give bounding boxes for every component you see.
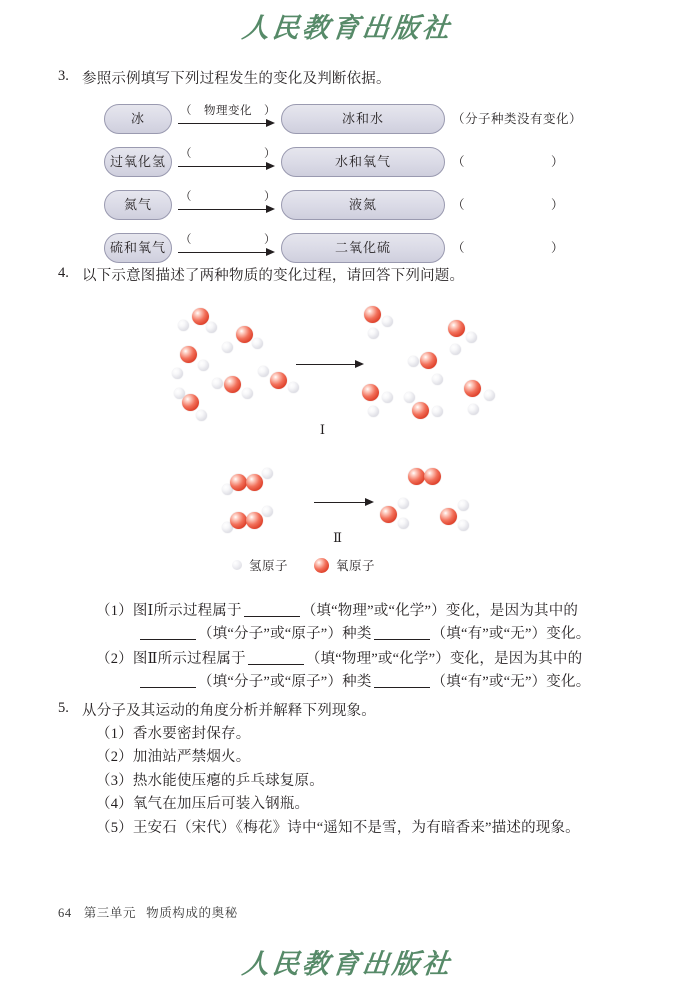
page-number: 64 bbox=[58, 906, 72, 920]
answer-blank[interactable] bbox=[374, 674, 430, 689]
legend-item-oxygen bbox=[314, 556, 375, 574]
basis-note bbox=[452, 190, 564, 220]
sub-text: 图Ⅰ所示过程属于 bbox=[132, 603, 242, 619]
answer-blank[interactable] bbox=[248, 650, 304, 665]
publisher-mark-top: 人民教育出版社 bbox=[240, 13, 454, 43]
hydrogen-atom bbox=[242, 388, 253, 399]
oxygen-atom bbox=[270, 372, 287, 389]
hydrogen-atom bbox=[212, 378, 223, 389]
question-3-prompt: 参照示例填写下列过程发生的变化及判断依据。 bbox=[82, 71, 391, 87]
process-I-label: Ⅰ bbox=[319, 422, 327, 437]
answer-blank[interactable] bbox=[140, 626, 196, 641]
hydrogen-atom bbox=[258, 366, 269, 377]
arrow-group bbox=[176, 147, 278, 177]
hydrogen-atom bbox=[466, 332, 477, 343]
arrow-line bbox=[296, 364, 355, 365]
process-I-stage bbox=[178, 308, 508, 438]
note-close: ） bbox=[551, 198, 565, 212]
sub-question-line bbox=[96, 648, 676, 671]
arrow-label-text: 物理变化 bbox=[204, 105, 252, 117]
arrow-group bbox=[176, 190, 278, 220]
hydrogen-atom bbox=[450, 344, 461, 355]
sub-marker: （1） bbox=[96, 603, 133, 619]
reactant-pill: 过氧化氢 bbox=[104, 147, 172, 177]
sub-text: （填“物理”或“化学”）变化，是因为其中的 bbox=[301, 603, 579, 619]
sub-question-line bbox=[96, 600, 676, 623]
oxygen-atom bbox=[380, 506, 397, 523]
note-close: ） bbox=[551, 155, 565, 169]
hydrogen-atom bbox=[252, 338, 263, 349]
oxygen-atom bbox=[464, 380, 481, 397]
oxygen-atom bbox=[236, 326, 253, 343]
hydrogen-atom bbox=[432, 406, 443, 417]
product-pill: 水和氧气 bbox=[281, 147, 445, 177]
sub-text: （填“分子”或“原子”）种类 bbox=[198, 626, 372, 643]
arrow-head-icon bbox=[266, 162, 275, 170]
oxygen-atom bbox=[180, 346, 197, 363]
page-footer bbox=[58, 903, 238, 921]
question-4-number: 4. bbox=[58, 265, 69, 281]
process-arrow bbox=[314, 496, 374, 508]
question-4-prompt: 以下示意图描述了两种物质的变化过程，请回答下列问题。 bbox=[82, 268, 465, 284]
basis-note bbox=[452, 104, 582, 134]
hydrogen-atom bbox=[432, 374, 443, 385]
answer-blank[interactable] bbox=[374, 626, 430, 641]
product-pill: 液氮 bbox=[281, 190, 445, 220]
hydrogen-atom bbox=[196, 410, 207, 421]
legend-label: 氢原子 bbox=[249, 559, 289, 573]
hydrogen-atom bbox=[368, 328, 379, 339]
reactant-pill: 冰 bbox=[104, 104, 172, 134]
hydrogen-atom-icon bbox=[232, 560, 242, 570]
oxygen-atom bbox=[448, 320, 465, 337]
paren-open: （ bbox=[180, 105, 192, 117]
note-open: （ bbox=[452, 241, 466, 255]
process-I-diagram bbox=[178, 308, 508, 438]
note-open: （ bbox=[452, 198, 466, 212]
basis-note bbox=[452, 147, 564, 177]
unit-name: 第三单元 bbox=[83, 906, 137, 920]
paren-open: （ bbox=[180, 191, 192, 203]
oxygen-atom bbox=[362, 384, 379, 401]
list-item: （5）王安石（宋代）《梅花》诗中“遥知不是雪，为有暗香来”描述的现象。 bbox=[96, 819, 580, 836]
hydrogen-atom bbox=[408, 356, 419, 367]
hydrogen-atom bbox=[288, 382, 299, 393]
list-item: （1）香水要密封保存。 bbox=[96, 726, 251, 742]
sub-text: （填“分子”或“原子”）种类 bbox=[198, 674, 372, 691]
oxygen-atom bbox=[424, 468, 441, 485]
arrow-label bbox=[176, 102, 278, 118]
product-pill: 冰和水 bbox=[281, 104, 445, 134]
sub-text: （填“有”或“无”）变化。 bbox=[431, 674, 591, 691]
basis-note bbox=[452, 233, 564, 263]
unit-title: 物质构成的奥秘 bbox=[146, 906, 238, 920]
list-item: （2）加油站严禁烟火。 bbox=[96, 749, 251, 766]
hydrogen-atom bbox=[458, 520, 469, 531]
oxygen-atom bbox=[246, 512, 263, 529]
hydrogen-atom bbox=[206, 322, 217, 333]
legend-item-hydrogen bbox=[232, 556, 288, 574]
arrow-head-icon bbox=[266, 205, 275, 213]
arrow-label bbox=[176, 231, 278, 247]
oxygen-atom bbox=[230, 512, 247, 529]
oxygen-atom bbox=[182, 394, 199, 411]
hydrogen-atom bbox=[368, 406, 379, 417]
arrow-head-icon bbox=[266, 119, 275, 127]
question-4-sub-2 bbox=[96, 648, 676, 695]
arrow-group bbox=[176, 233, 278, 263]
paren-close: ） bbox=[264, 105, 276, 117]
sub-text: （填“有”或“无”）变化。 bbox=[431, 626, 591, 643]
oxygen-atom bbox=[440, 508, 457, 525]
reactant-pill: 硫和氧气 bbox=[104, 233, 172, 263]
paren-close: ） bbox=[264, 191, 276, 203]
note-open: （ bbox=[452, 155, 466, 169]
arrow-group bbox=[176, 104, 278, 134]
question-4-sub-1 bbox=[96, 600, 676, 647]
diagram-legend bbox=[232, 556, 375, 574]
arrow-head-icon bbox=[355, 360, 364, 368]
paren-close: ） bbox=[264, 234, 276, 246]
list-item: （3）热水能使压瘪的乒乓球复原。 bbox=[96, 772, 324, 789]
hydrogen-atom bbox=[398, 518, 409, 529]
list-item: （4）氧气在加压后可装入钢瓶。 bbox=[96, 796, 310, 813]
paren-close: ） bbox=[264, 148, 276, 160]
oxygen-atom bbox=[192, 308, 209, 325]
answer-blank[interactable] bbox=[140, 674, 196, 689]
hydrogen-atom bbox=[172, 368, 183, 379]
note-close: ） bbox=[569, 112, 583, 126]
process-arrow bbox=[296, 358, 364, 370]
arrow-line bbox=[178, 209, 268, 210]
oxygen-atom bbox=[420, 352, 437, 369]
paren-open: （ bbox=[180, 234, 192, 246]
reactant-pill: 氮气 bbox=[104, 190, 172, 220]
sub-question-line bbox=[96, 623, 676, 646]
hydrogen-atom bbox=[262, 468, 273, 479]
note-close: ） bbox=[551, 241, 565, 255]
hydrogen-atom bbox=[484, 390, 495, 401]
hydrogen-atom bbox=[198, 360, 209, 371]
question-5-prompt: 从分子及其运动的角度分析并解释下列现象。 bbox=[82, 703, 376, 719]
paren-open: （ bbox=[180, 148, 192, 160]
arrow-label bbox=[176, 145, 278, 161]
oxygen-atom bbox=[408, 468, 425, 485]
oxygen-atom bbox=[230, 474, 247, 491]
hydrogen-atom bbox=[382, 392, 393, 403]
question-5-items bbox=[96, 723, 676, 840]
hydrogen-atom bbox=[262, 506, 273, 517]
hydrogen-atom bbox=[458, 500, 469, 511]
oxygen-atom bbox=[246, 474, 263, 491]
question-5 bbox=[58, 700, 658, 722]
oxygen-atom-icon bbox=[314, 558, 329, 573]
hydrogen-atom bbox=[468, 404, 479, 415]
arrow-line bbox=[178, 166, 268, 167]
product-pill: 二氧化硫 bbox=[281, 233, 445, 263]
arrow-line bbox=[178, 252, 268, 253]
sub-text: 图Ⅱ所示过程属于 bbox=[132, 651, 246, 667]
sub-question-line bbox=[96, 671, 676, 694]
arrow-label bbox=[176, 188, 278, 204]
oxygen-atom bbox=[364, 306, 381, 323]
oxygen-atom bbox=[412, 402, 429, 419]
arrow-head-icon bbox=[365, 498, 374, 506]
arrow-line bbox=[314, 502, 365, 503]
answer-blank[interactable] bbox=[244, 602, 300, 617]
note-open: （ bbox=[452, 112, 466, 126]
sub-text: （填“物理”或“化学”）变化，是因为其中的 bbox=[305, 651, 583, 667]
hydrogen-atom bbox=[382, 316, 393, 327]
process-II-label: Ⅱ bbox=[333, 530, 343, 545]
legend-label: 氧原子 bbox=[336, 559, 376, 573]
hydrogen-atom bbox=[398, 498, 409, 509]
hydrogen-atom bbox=[178, 320, 189, 331]
question-3-number: 3. bbox=[58, 68, 69, 84]
arrow-head-icon bbox=[266, 248, 275, 256]
question-3 bbox=[58, 68, 658, 90]
sub-marker: （2） bbox=[96, 651, 133, 667]
publisher-mark-bottom: 人民教育出版社 bbox=[240, 949, 454, 979]
note-text: 分子种类没有变化 bbox=[465, 112, 570, 126]
process-II-diagram bbox=[222, 468, 482, 548]
question-5-number: 5. bbox=[58, 700, 69, 716]
arrow-line bbox=[178, 123, 268, 124]
question-4 bbox=[58, 265, 658, 287]
oxygen-atom bbox=[224, 376, 241, 393]
hydrogen-atom bbox=[404, 392, 415, 403]
hydrogen-atom bbox=[222, 342, 233, 353]
